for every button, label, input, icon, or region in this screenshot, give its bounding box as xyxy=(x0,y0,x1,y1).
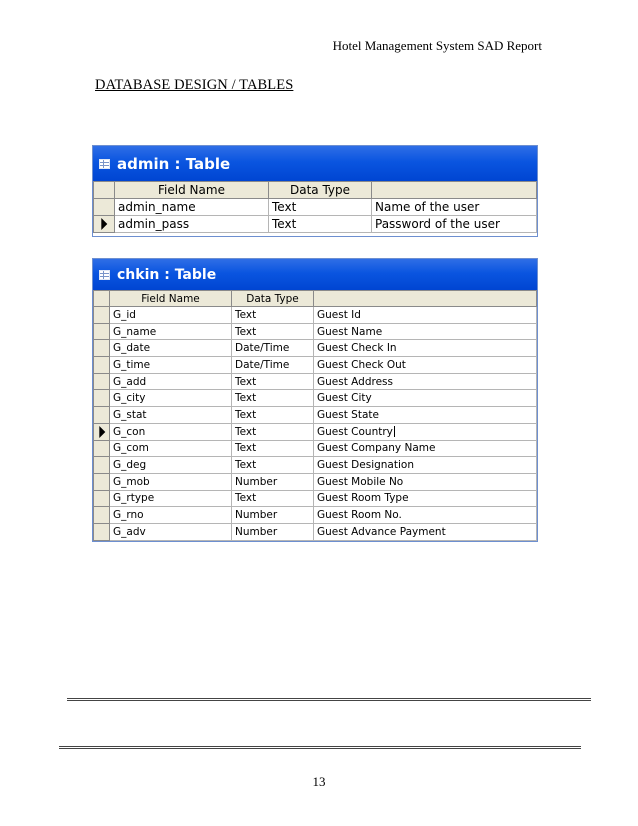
row-selector[interactable] xyxy=(94,323,110,340)
data-type-cell[interactable]: Date/Time xyxy=(232,340,314,357)
field-name-cell[interactable]: G_deg xyxy=(110,457,232,474)
field-name-cell[interactable]: G_com xyxy=(110,440,232,457)
report-header: Hotel Management System SAD Report xyxy=(332,38,542,53)
description-cell[interactable]: Guest State xyxy=(314,407,537,424)
description-cell[interactable]: Guest Designation xyxy=(314,457,537,474)
field-name-cell[interactable]: admin_pass xyxy=(115,216,269,233)
chkin-table-titlebar[interactable] xyxy=(93,259,537,290)
table-row[interactable] xyxy=(94,423,537,440)
field-name-cell[interactable]: G_id xyxy=(110,307,232,324)
table-row[interactable] xyxy=(94,307,537,324)
field-name-cell[interactable]: G_con xyxy=(110,423,232,440)
column-header-data-type[interactable]: Data Type xyxy=(269,182,372,199)
data-type-cell[interactable]: Text xyxy=(232,440,314,457)
grid-empty-area xyxy=(93,233,537,236)
table-row[interactable] xyxy=(94,199,537,216)
field-name-cell[interactable]: G_name xyxy=(110,323,232,340)
current-row-arrow-icon xyxy=(101,218,107,230)
table-row[interactable] xyxy=(94,373,537,390)
description-cell[interactable]: Password of the user xyxy=(372,216,537,233)
description-cell[interactable]: Guest City xyxy=(314,390,537,407)
table-icon xyxy=(99,270,110,280)
data-type-cell[interactable]: Text xyxy=(232,307,314,324)
row-selector[interactable] xyxy=(94,523,110,540)
description-cell[interactable]: Guest Mobile No xyxy=(314,473,537,490)
data-type-cell[interactable]: Text xyxy=(232,490,314,507)
data-type-cell[interactable]: Text xyxy=(232,390,314,407)
table-row[interactable] xyxy=(94,490,537,507)
field-name-cell[interactable]: G_date xyxy=(110,340,232,357)
field-name-cell[interactable]: G_city xyxy=(110,390,232,407)
description-cell[interactable]: Guest Check In xyxy=(314,340,537,357)
description-cell[interactable]: Guest Address xyxy=(314,373,537,390)
table-row[interactable] xyxy=(94,390,537,407)
row-selector-header[interactable] xyxy=(94,182,115,199)
row-selector[interactable] xyxy=(94,440,110,457)
row-selector[interactable] xyxy=(94,407,110,424)
field-name-cell[interactable]: G_time xyxy=(110,357,232,374)
field-name-cell[interactable]: G_adv xyxy=(110,523,232,540)
data-type-cell[interactable]: Text xyxy=(269,199,372,216)
row-selector[interactable] xyxy=(94,199,115,216)
data-type-cell[interactable]: Text xyxy=(232,423,314,440)
field-name-cell[interactable]: G_stat xyxy=(110,407,232,424)
description-cell[interactable]: Guest Name xyxy=(314,323,537,340)
row-selector[interactable] xyxy=(94,457,110,474)
column-header-description[interactable] xyxy=(372,182,537,199)
table-row[interactable] xyxy=(94,473,537,490)
row-selector[interactable] xyxy=(94,307,110,324)
row-selector[interactable] xyxy=(94,423,110,440)
row-selector[interactable] xyxy=(94,373,110,390)
table-row[interactable] xyxy=(94,507,537,524)
admin-table-window xyxy=(92,145,538,237)
divider-line xyxy=(67,698,591,701)
text-cursor xyxy=(394,426,395,437)
table-row[interactable] xyxy=(94,457,537,474)
row-selector[interactable] xyxy=(94,390,110,407)
description-cell[interactable]: Guest Id xyxy=(314,307,537,324)
column-header-data-type[interactable]: Data Type xyxy=(232,291,314,307)
description-cell[interactable]: Name of the user xyxy=(372,199,537,216)
chkin-table-title: chkin : Table xyxy=(117,266,217,283)
row-selector[interactable] xyxy=(94,340,110,357)
admin-table-titlebar[interactable] xyxy=(93,146,537,181)
description-cell[interactable]: Guest Company Name xyxy=(314,440,537,457)
table-row[interactable] xyxy=(94,440,537,457)
table-row[interactable] xyxy=(94,216,537,233)
data-type-cell[interactable]: Text xyxy=(232,323,314,340)
row-selector-header[interactable] xyxy=(94,291,110,307)
data-type-cell[interactable]: Number xyxy=(232,507,314,524)
grid-header-row xyxy=(94,291,537,307)
table-row[interactable] xyxy=(94,523,537,540)
data-type-cell[interactable]: Number xyxy=(232,523,314,540)
table-row[interactable] xyxy=(94,340,537,357)
admin-table-title: admin : Table xyxy=(117,154,231,173)
description-cell[interactable]: Guest Room Type xyxy=(314,490,537,507)
column-header-field-name[interactable]: Field Name xyxy=(110,291,232,307)
data-type-cell[interactable]: Number xyxy=(232,473,314,490)
current-row-arrow-icon xyxy=(99,426,105,438)
description-cell[interactable]: Guest Check Out xyxy=(314,357,537,374)
chkin-table-window xyxy=(92,258,538,542)
chkin-design-grid xyxy=(93,290,537,541)
row-selector[interactable] xyxy=(94,507,110,524)
data-type-cell[interactable]: Text xyxy=(232,457,314,474)
footer-divider-line xyxy=(59,746,581,749)
table-icon xyxy=(99,159,110,169)
description-cell[interactable]: Guest Advance Payment xyxy=(314,523,537,540)
description-text: Guest Country xyxy=(317,425,393,438)
row-selector[interactable] xyxy=(94,216,115,233)
row-selector[interactable] xyxy=(94,473,110,490)
data-type-cell[interactable]: Text xyxy=(269,216,372,233)
column-header-description[interactable] xyxy=(314,291,537,307)
row-selector[interactable] xyxy=(94,490,110,507)
column-header-field-name[interactable]: Field Name xyxy=(115,182,269,199)
field-name-cell[interactable]: admin_name xyxy=(115,199,269,216)
field-name-cell[interactable]: G_add xyxy=(110,373,232,390)
description-cell[interactable]: Guest Room No. xyxy=(314,507,537,524)
data-type-cell[interactable]: Text xyxy=(232,407,314,424)
data-type-cell[interactable]: Date/Time xyxy=(232,357,314,374)
description-cell[interactable] xyxy=(314,423,537,440)
table-row[interactable] xyxy=(94,357,537,374)
data-type-cell[interactable]: Text xyxy=(232,373,314,390)
field-name-cell[interactable]: G_rtype xyxy=(110,490,232,507)
page-number: 13 xyxy=(312,774,326,789)
field-name-cell[interactable]: G_mob xyxy=(110,473,232,490)
field-name-cell[interactable]: G_rno xyxy=(110,507,232,524)
table-row[interactable] xyxy=(94,323,537,340)
table-row[interactable] xyxy=(94,407,537,424)
section-heading: DATABASE DESIGN / TABLES xyxy=(95,77,294,93)
row-selector[interactable] xyxy=(94,357,110,374)
admin-design-grid xyxy=(93,181,537,233)
grid-header-row xyxy=(94,182,537,199)
